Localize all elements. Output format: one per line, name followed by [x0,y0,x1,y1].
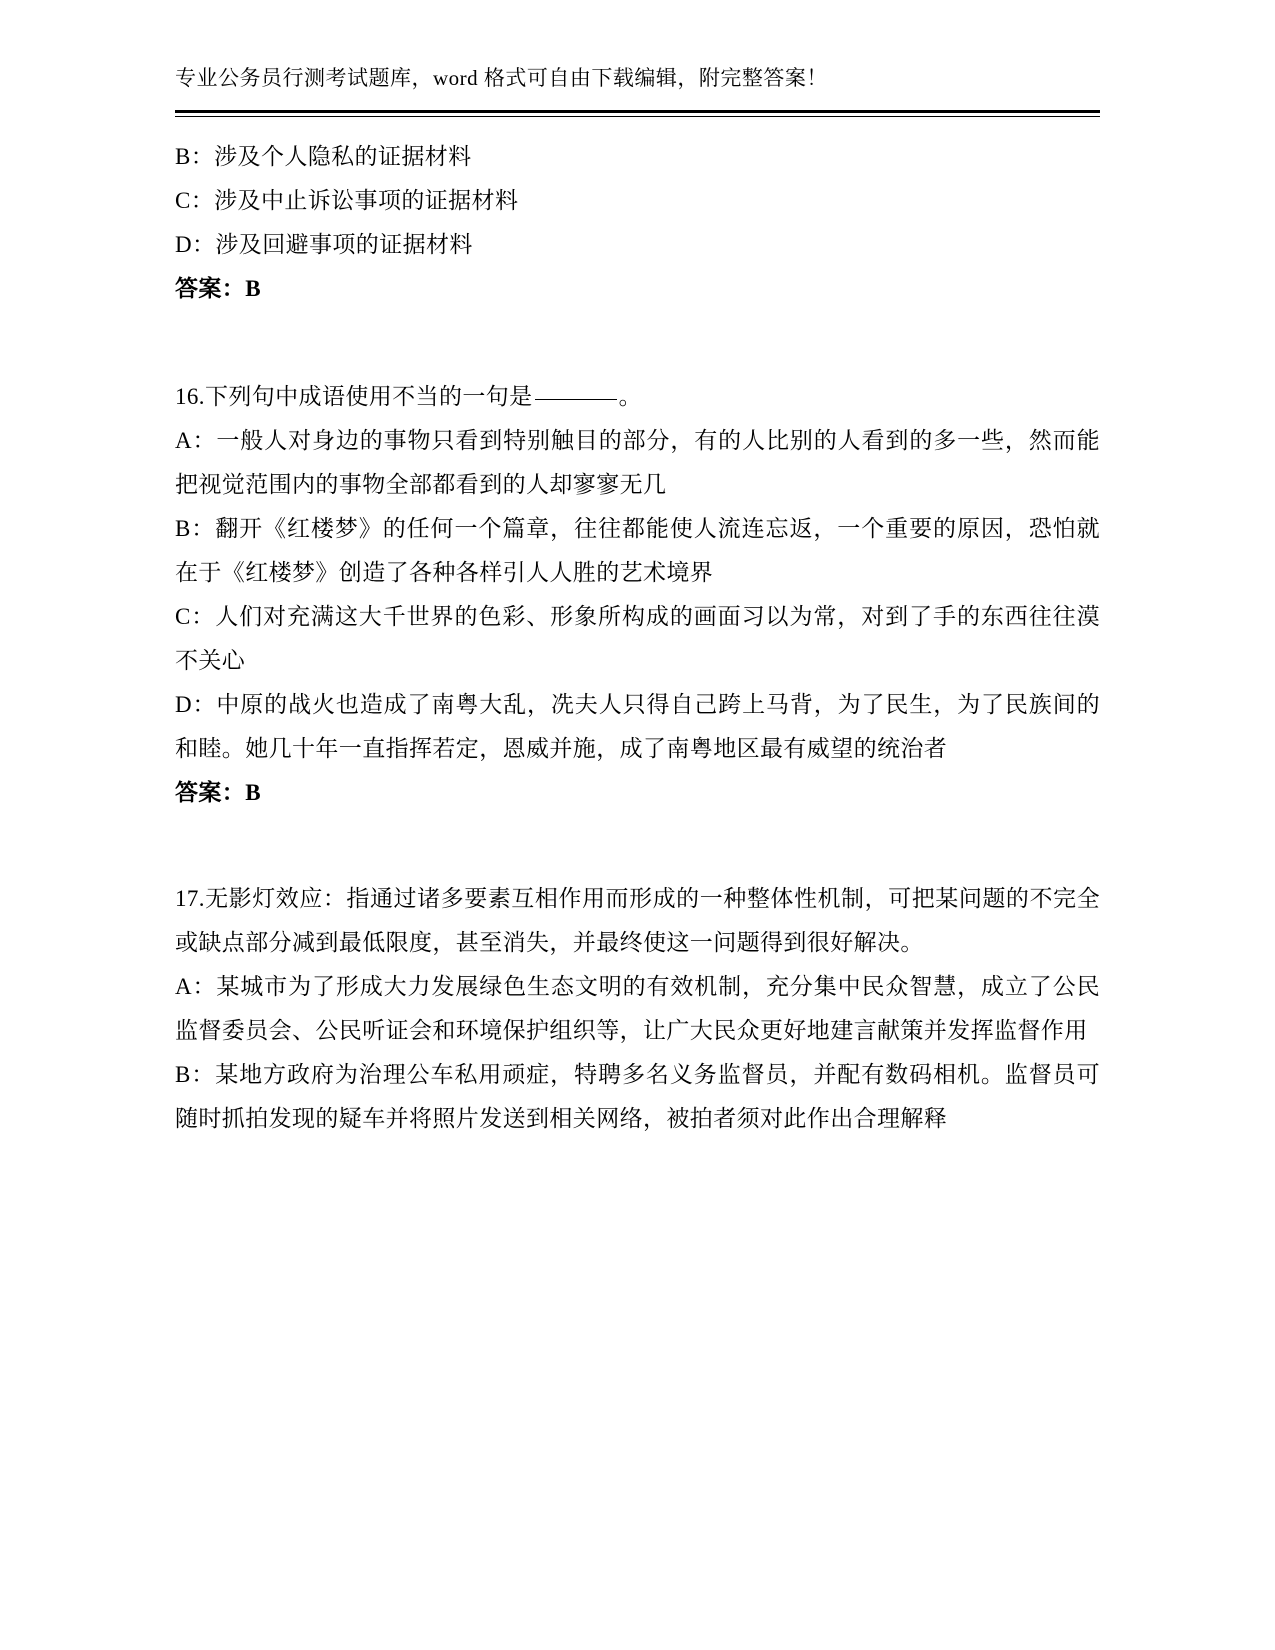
answer-label: 答案： [175,780,246,805]
header-divider [175,110,1100,117]
question-16-number: 16. [175,384,205,409]
block-spacer-1 [175,311,1100,357]
answer-value: B [245,276,261,301]
question-17 [175,877,1100,1141]
option-b: B：翻开《红楼梦》的任何一个篇章，往往都能使人流连忘返，一个重要的原因，恐怕就在于《红楼梦》创造了各种各样引人人胜的艺术境界 [175,516,1100,585]
question-16-stem-end: 。 [618,384,642,409]
question-16-stem-text: 下列句中成语使用不当的一句是 [204,384,533,409]
answer-row [175,771,1100,815]
fill-blank [535,398,617,400]
question-17-stem: 17.无影灯效应：指通过诸多要素互相作用而形成的一种整体性机制，可把某问题的不完全或缺点部分减到最低限度，甚至消失，并最终使这一问题得到很好解决。 [175,886,1100,955]
document-content [175,62,1100,1141]
option-b: B：某地方政府为治理公车私用顽症，特聘多名义务监督员，并配有数码相机。监督员可随时抓拍发现的疑车并将照片发送到相关网络，被拍者须对此作出合理解释 [175,1062,1100,1131]
question-16-stem [175,375,1100,419]
option-c: C：涉及中止诉讼事项的证据材料 [175,188,519,213]
block-spacer-2 [175,815,1100,859]
question-15-tail [175,135,1100,311]
page-header-banner: 专业公务员行测考试题库，word 格式可自由下载编辑，附完整答案！ [175,66,828,90]
option-d: D：涉及回避事项的证据材料 [175,232,473,257]
option-b: B：涉及个人隐私的证据材料 [175,144,472,169]
answer-row [175,267,1100,311]
question-16 [175,375,1100,815]
answer-value: B [245,780,261,805]
option-a: A：一般人对身边的事物只看到特别触目的部分，有的人比别的人看到的多一些，然而能把视觉范围内的事物全部都看到的人却寥寥无几 [175,428,1100,497]
option-d: D：中原的战火也造成了南粤大乱，冼夫人只得自己跨上马背，为了民生，为了民族间的和睦。她几十年一直指挥若定，恩威并施，成了南粤地区最有威望的统治者 [175,692,1100,761]
option-a: A：某城市为了形成大力发展绿色生态文明的有效机制，充分集中民众智慧，成立了公民监督委员会、公民听证会和环境保护组织等，让广大民众更好地建言献策并发挥监督作用 [175,974,1100,1043]
option-c: C：人们对充满这大千世界的色彩、形象所构成的画面习以为常，对到了手的东西往往漠不关心 [175,604,1100,673]
answer-label: 答案： [175,276,246,301]
